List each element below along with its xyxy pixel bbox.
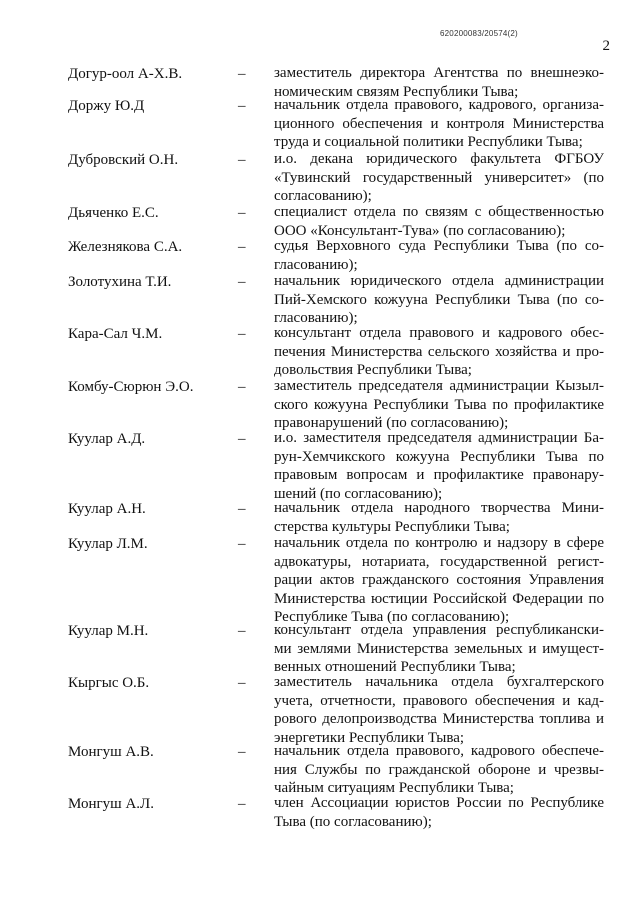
dash-separator: –: [238, 326, 246, 342]
position-line: начальник отдела правового, кадрового обеспече-: [274, 743, 604, 759]
position-line: начальник отдела по контролю и надзору в сфере: [274, 535, 604, 551]
member-name: Куулар Л.М.: [68, 536, 148, 552]
position-line: труда и социальной политики Республики Тыва;: [274, 134, 583, 150]
member-position: [274, 499, 604, 536]
position-line: стерства культуры Республики Тыва;: [274, 518, 510, 535]
member-position: [274, 272, 604, 328]
position-line: специалист отдела по связям с общественностью: [274, 204, 604, 220]
position-line: начальник отдела правового, кадрового, организа-: [274, 97, 604, 113]
member-name: Монгуш А.В.: [68, 744, 154, 760]
member-name: Куулар А.Н.: [68, 501, 146, 517]
position-line: чайным ситуациям Республики Тыва;: [274, 780, 514, 796]
member-name: Дьяченко Е.С.: [68, 205, 159, 221]
member-position: [274, 237, 604, 274]
dash-separator: –: [238, 152, 246, 168]
member-position: [274, 203, 604, 240]
member-name: Доржу Ю.Д: [68, 98, 145, 114]
position-line: ния Службы по гражданской обороне и чрезвы-: [274, 761, 604, 778]
position-line: ми землями Министерства земельных и имущест-: [274, 640, 604, 657]
position-line: заместитель директора Агентства по внешнеэко-: [274, 65, 604, 81]
member-position: [274, 673, 604, 747]
member-position: [274, 429, 604, 503]
position-line: энергетики Республики Тыва;: [274, 729, 465, 746]
member-position: [274, 324, 604, 380]
member-position: [274, 150, 604, 206]
member-position: [274, 377, 604, 433]
dash-separator: –: [238, 274, 246, 290]
position-line: правонарушений (по согласованию);: [274, 415, 509, 431]
position-line: ООО «Консультант-Тува» (по согласованию);: [274, 222, 566, 239]
position-line: рун-Хемчикского кожууна Республики Тыва по: [274, 448, 604, 465]
dash-separator: –: [238, 205, 246, 221]
position-line: рового делопроизводства Министерства топлива и: [274, 711, 604, 727]
member-position: [274, 534, 604, 627]
position-line: Тыва (по согласованию);: [274, 813, 432, 830]
member-position: [274, 742, 604, 798]
document-code: 620200083/20574(2): [440, 29, 518, 38]
dash-separator: –: [238, 501, 246, 517]
member-name: Золотухина Т.И.: [68, 274, 172, 290]
dash-separator: –: [238, 796, 246, 812]
member-name: Дубровский О.Н.: [68, 152, 179, 168]
position-line: довольствия Республики Тыва;: [274, 362, 472, 378]
dash-separator: –: [238, 239, 246, 255]
position-line: Пий-Хемского кожууна Республики Тыва (по со-: [274, 291, 604, 308]
member-name: Куулар А.Д.: [68, 431, 146, 447]
dash-separator: –: [238, 623, 246, 639]
position-line: ского кожууна Республики Тыва по профилактике: [274, 396, 604, 413]
position-line: венных отношений Республики Тыва;: [274, 659, 516, 675]
dash-separator: –: [238, 379, 246, 395]
position-line: печения Министерства сельского хозяйства и про-: [274, 343, 604, 360]
position-line: Республике Тыва (по согласованию);: [274, 609, 510, 625]
dash-separator: –: [238, 66, 246, 82]
position-line: шений (по согласованию);: [274, 485, 443, 502]
dash-separator: –: [238, 431, 246, 447]
member-name: Кара-Сал Ч.М.: [68, 326, 163, 342]
position-line: консультант отдела управления республикански-: [274, 622, 604, 638]
member-name: Куулар М.Н.: [68, 623, 149, 639]
dash-separator: –: [238, 675, 246, 691]
member-position: [274, 621, 604, 677]
position-line: Министерства юстиции Российской Федерации по: [274, 590, 604, 607]
dash-separator: –: [238, 98, 246, 114]
position-line: начальник отдела народного творчества Мини-: [274, 500, 604, 516]
position-line: заместитель начальника отдела бухгалтерского: [274, 674, 604, 690]
member-name: Кыргыс О.Б.: [68, 675, 150, 691]
dash-separator: –: [238, 744, 246, 760]
position-line: гласованию);: [274, 310, 358, 326]
position-line: и.о. заместителя председателя администрации Ба-: [274, 430, 604, 446]
position-line: гласованию);: [274, 256, 358, 273]
position-line: «Тувинский государственный университет» (по: [274, 169, 604, 186]
member-name: Монгуш А.Л.: [68, 796, 154, 812]
position-line: рации актов гражданского состояния Управления: [274, 572, 604, 588]
member-name: Комбу-Сюрюн Э.О.: [68, 379, 194, 395]
position-line: начальник юридического отдела администрации: [274, 273, 604, 289]
member-name: Железнякова С.А.: [68, 239, 183, 255]
member-name: Догур-оол А-Х.В.: [68, 66, 183, 82]
position-line: ционного обеспечения и контроля Министерства: [274, 115, 604, 132]
position-line: адвокатуры, нотариата, государственной регист-: [274, 553, 604, 570]
position-line: член Ассоциации юристов России по Республике: [274, 795, 604, 811]
member-position: [274, 96, 604, 152]
position-line: консультант отдела правового и кадрового обес-: [274, 325, 604, 341]
position-line: правовым вопросам и профилактике правонару-: [274, 467, 604, 483]
position-line: номическим связям Республики Тыва;: [274, 83, 519, 100]
dash-separator: –: [238, 536, 246, 552]
member-position: [274, 794, 604, 831]
position-line: и.о. декана юридического факультета ФГБОУ: [274, 151, 604, 167]
page-number: 2: [602, 38, 610, 54]
position-line: учета, отчетности, правового обеспечения и кад-: [274, 692, 604, 709]
position-line: согласованию);: [274, 188, 372, 204]
position-line: заместитель председателя администрации Кызыл-: [274, 378, 604, 394]
position-line: судья Верховного суда Республики Тыва (по со-: [274, 238, 604, 254]
